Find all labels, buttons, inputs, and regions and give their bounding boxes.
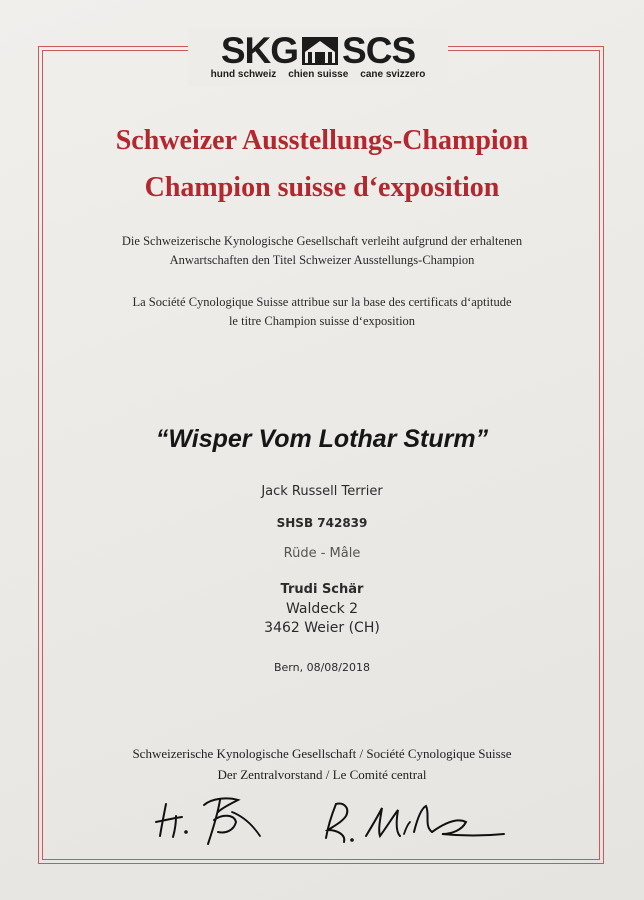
paragraph-french-line-1: La Société Cynologique Suisse attribue sur la base des certificats d‘aptitude: [132, 295, 512, 309]
paragraph-german-line-2: Anwartschaften den Titel Schweizer Ausstellungs-Champion: [169, 253, 475, 267]
logo-scs-text: SCS: [342, 30, 416, 71]
logo-tag-de: hund schweiz: [210, 69, 277, 80]
owner-city: 3462 Weier (CH): [264, 620, 380, 636]
logo-skg-text: SKG: [220, 30, 299, 71]
paragraph-german-line-1: Die Schweizerische Kynologische Gesellschaft verleiht aufgrund der erhaltenen: [121, 234, 523, 248]
owner-name: Trudi Schär: [280, 582, 364, 597]
skg-scs-logo: [188, 28, 448, 86]
dog-registration-number: SHSB 742839: [276, 516, 368, 530]
signature-left: [148, 790, 273, 850]
issue-place-date: Bern, 08/08/2018: [273, 661, 370, 674]
title-german: Schweizer Ausstellungs-Champion: [115, 125, 529, 156]
paragraph-german: [0, 232, 644, 270]
owner-street: Waldeck 2: [285, 601, 359, 617]
dog-name: “Wisper Vom Lothar Sturm”: [155, 425, 489, 453]
paragraph-french: [0, 293, 644, 331]
dog-house-icon: [301, 36, 339, 66]
footer-committee: Der Zentralvorstand / Le Comité central: [217, 767, 427, 782]
paragraph-french-line-2: le titre Champion suisse d‘exposition: [228, 314, 416, 328]
footer-organization: Schweizerische Kynologische Gesellschaft / Société Cynologique Suisse: [132, 746, 512, 761]
logo-tag-fr: chien suisse: [288, 69, 349, 80]
dog-sex: Rüde - Mâle: [283, 546, 361, 561]
logo-tag-it: cane svizzero: [360, 69, 426, 80]
signature-right: [306, 796, 511, 851]
title-french: Champion suisse d‘exposition: [144, 172, 500, 203]
dog-breed: Jack Russell Terrier: [261, 484, 383, 499]
